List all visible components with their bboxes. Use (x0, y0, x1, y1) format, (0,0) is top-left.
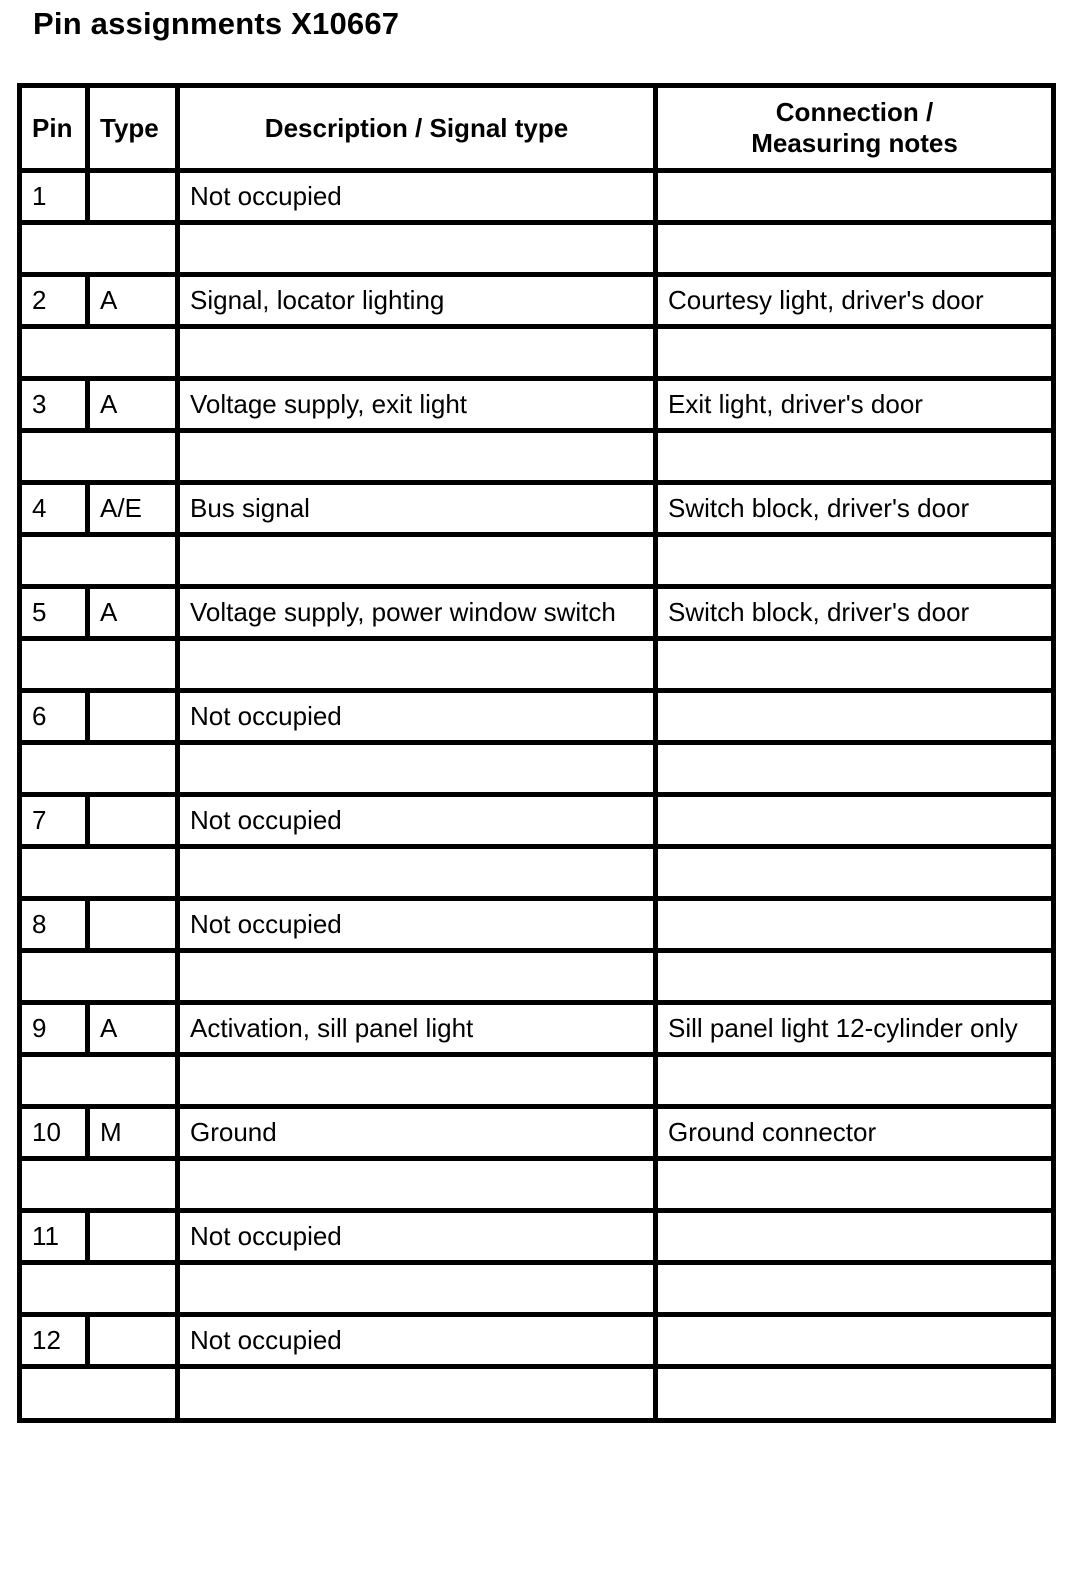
header-connection-line1: Connection / (775, 97, 934, 127)
table-row (20, 795, 1054, 847)
table-body (20, 171, 1054, 1421)
spacer-cell-description (178, 431, 656, 483)
spacer-cell-pin-type (20, 327, 178, 379)
spacer-cell-description (178, 223, 656, 275)
spacer-cell-connection (656, 535, 1054, 587)
spacer-cell-description (178, 639, 656, 691)
cell-description: Activation, sill panel light (178, 1003, 656, 1055)
spacer-cell-pin-type (20, 847, 178, 899)
header-description: Description / Signal type (178, 86, 656, 171)
spacer-row (20, 431, 1054, 483)
cell-description: Not occupied (178, 899, 656, 951)
cell-type: A (88, 379, 178, 431)
cell-type (88, 1211, 178, 1263)
cell-description: Voltage supply, exit light (178, 379, 656, 431)
spacer-row (20, 1159, 1054, 1211)
table-row (20, 275, 1054, 327)
cell-pin: 7 (20, 795, 88, 847)
cell-pin: 10 (20, 1107, 88, 1159)
spacer-cell-pin-type (20, 431, 178, 483)
spacer-row (20, 535, 1054, 587)
spacer-cell-pin-type (20, 951, 178, 1003)
table-row (20, 1003, 1054, 1055)
cell-pin: 8 (20, 899, 88, 951)
cell-type: M (88, 1107, 178, 1159)
cell-type (88, 691, 178, 743)
spacer-row (20, 1263, 1054, 1315)
spacer-cell-connection (656, 1263, 1054, 1315)
spacer-cell-pin-type (20, 223, 178, 275)
spacer-cell-description (178, 951, 656, 1003)
spacer-cell-description (178, 1159, 656, 1211)
table-row (20, 171, 1054, 223)
cell-connection (656, 1315, 1054, 1367)
cell-pin: 4 (20, 483, 88, 535)
spacer-cell-connection (656, 1159, 1054, 1211)
cell-connection: Sill panel light 12-cylinder only (656, 1003, 1054, 1055)
header-pin: Pin (20, 86, 88, 171)
cell-connection: Courtesy light, driver's door (656, 275, 1054, 327)
cell-type (88, 171, 178, 223)
table-row (20, 1211, 1054, 1263)
spacer-cell-pin-type (20, 1367, 178, 1421)
spacer-cell-connection (656, 327, 1054, 379)
cell-type (88, 1315, 178, 1367)
cell-pin: 9 (20, 1003, 88, 1055)
spacer-cell-connection (656, 223, 1054, 275)
header-connection (656, 86, 1054, 171)
cell-description: Voltage supply, power window switch (178, 587, 656, 639)
cell-connection (656, 691, 1054, 743)
spacer-cell-description (178, 743, 656, 795)
cell-connection: Switch block, driver's door (656, 483, 1054, 535)
cell-type: A (88, 1003, 178, 1055)
cell-description: Not occupied (178, 691, 656, 743)
spacer-cell-description (178, 1263, 656, 1315)
cell-description: Not occupied (178, 1315, 656, 1367)
spacer-cell-description (178, 1055, 656, 1107)
spacer-cell-pin-type (20, 1263, 178, 1315)
spacer-cell-description (178, 847, 656, 899)
spacer-row (20, 639, 1054, 691)
spacer-cell-description (178, 327, 656, 379)
spacer-cell-pin-type (20, 1159, 178, 1211)
cell-connection (656, 1211, 1054, 1263)
cell-pin: 6 (20, 691, 88, 743)
cell-type: A/E (88, 483, 178, 535)
page-title: Pin assignments X10667 (33, 6, 400, 41)
table-row (20, 899, 1054, 951)
spacer-cell-connection (656, 847, 1054, 899)
cell-pin: 12 (20, 1315, 88, 1367)
cell-pin: 5 (20, 587, 88, 639)
spacer-cell-connection (656, 1367, 1054, 1421)
spacer-cell-connection (656, 1055, 1054, 1107)
table-row (20, 691, 1054, 743)
spacer-row (20, 1367, 1054, 1421)
cell-connection: Exit light, driver's door (656, 379, 1054, 431)
table-row (20, 1315, 1054, 1367)
spacer-cell-pin-type (20, 535, 178, 587)
header-connection-line2: Measuring notes (751, 128, 958, 158)
spacer-cell-pin-type (20, 639, 178, 691)
table-row (20, 587, 1054, 639)
spacer-row (20, 327, 1054, 379)
cell-connection (656, 795, 1054, 847)
cell-pin: 2 (20, 275, 88, 327)
cell-type: A (88, 587, 178, 639)
cell-description: Bus signal (178, 483, 656, 535)
spacer-cell-pin-type (20, 1055, 178, 1107)
cell-type: A (88, 275, 178, 327)
cell-connection: Ground connector (656, 1107, 1054, 1159)
cell-connection (656, 171, 1054, 223)
table-row (20, 379, 1054, 431)
cell-connection: Switch block, driver's door (656, 587, 1054, 639)
spacer-row (20, 743, 1054, 795)
cell-pin: 1 (20, 171, 88, 223)
spacer-cell-connection (656, 431, 1054, 483)
cell-description: Not occupied (178, 1211, 656, 1263)
cell-type (88, 899, 178, 951)
cell-connection (656, 899, 1054, 951)
cell-description: Not occupied (178, 171, 656, 223)
cell-type (88, 795, 178, 847)
spacer-cell-pin-type (20, 743, 178, 795)
spacer-cell-description (178, 535, 656, 587)
spacer-cell-connection (656, 951, 1054, 1003)
spacer-row (20, 951, 1054, 1003)
spacer-row (20, 223, 1054, 275)
cell-description: Not occupied (178, 795, 656, 847)
spacer-cell-connection (656, 639, 1054, 691)
cell-pin: 11 (20, 1211, 88, 1263)
table-row (20, 483, 1054, 535)
cell-description: Ground (178, 1107, 656, 1159)
header-type: Type (88, 86, 178, 171)
header-row (20, 86, 1054, 171)
spacer-cell-connection (656, 743, 1054, 795)
cell-description: Signal, locator lighting (178, 275, 656, 327)
table-row (20, 1107, 1054, 1159)
spacer-row (20, 1055, 1054, 1107)
cell-pin: 3 (20, 379, 88, 431)
spacer-cell-description (178, 1367, 656, 1421)
spacer-row (20, 847, 1054, 899)
pin-assignment-table (17, 83, 1056, 1423)
